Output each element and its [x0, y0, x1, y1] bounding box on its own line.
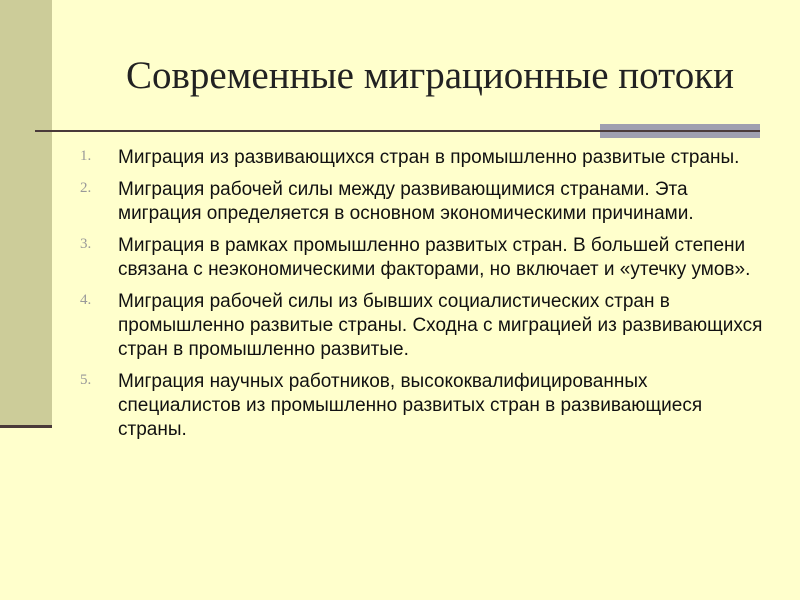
list-item-text: Миграция рабочей силы из бывших социалистических стран в промышленно развитые страны. Сходна с миграцией из развивающихся стран в промышленно развитые. — [118, 291, 763, 360]
list-item-number: 2. — [80, 180, 92, 196]
migration-list — [80, 146, 770, 450]
list-item-number: 3. — [80, 236, 92, 252]
list-item — [80, 146, 770, 170]
list-item-number: 5. — [80, 372, 92, 388]
list-item-number: 1. — [80, 148, 92, 164]
slide-title: Современные миграционные потоки — [125, 54, 735, 97]
list-item-number: 4. — [80, 292, 92, 308]
left-bar-underline — [0, 425, 52, 428]
title-divider-accent-line — [600, 130, 760, 132]
list-item — [80, 178, 770, 226]
title-divider-line — [35, 130, 600, 132]
list-item-text: Миграция в рамках промышленно развитых стран. В большей степени связана с неэкономическими факторами, но включает и «утечку умов». — [118, 235, 751, 280]
list-item — [80, 234, 770, 282]
list-item-text: Миграция научных работников, высококвалифицированных специалистов из промышленно развитых стран в развивающиеся страны. — [118, 371, 703, 440]
left-decorative-bar — [0, 0, 52, 425]
list-item — [80, 290, 770, 362]
list-item-text: Миграция из развивающихся стран в промышленно развитые страны. — [118, 147, 740, 168]
list-item — [80, 370, 770, 442]
list-item-text: Миграция рабочей силы между развивающимися странами. Эта миграция определяется в основном экономическими причинами. — [118, 179, 694, 224]
